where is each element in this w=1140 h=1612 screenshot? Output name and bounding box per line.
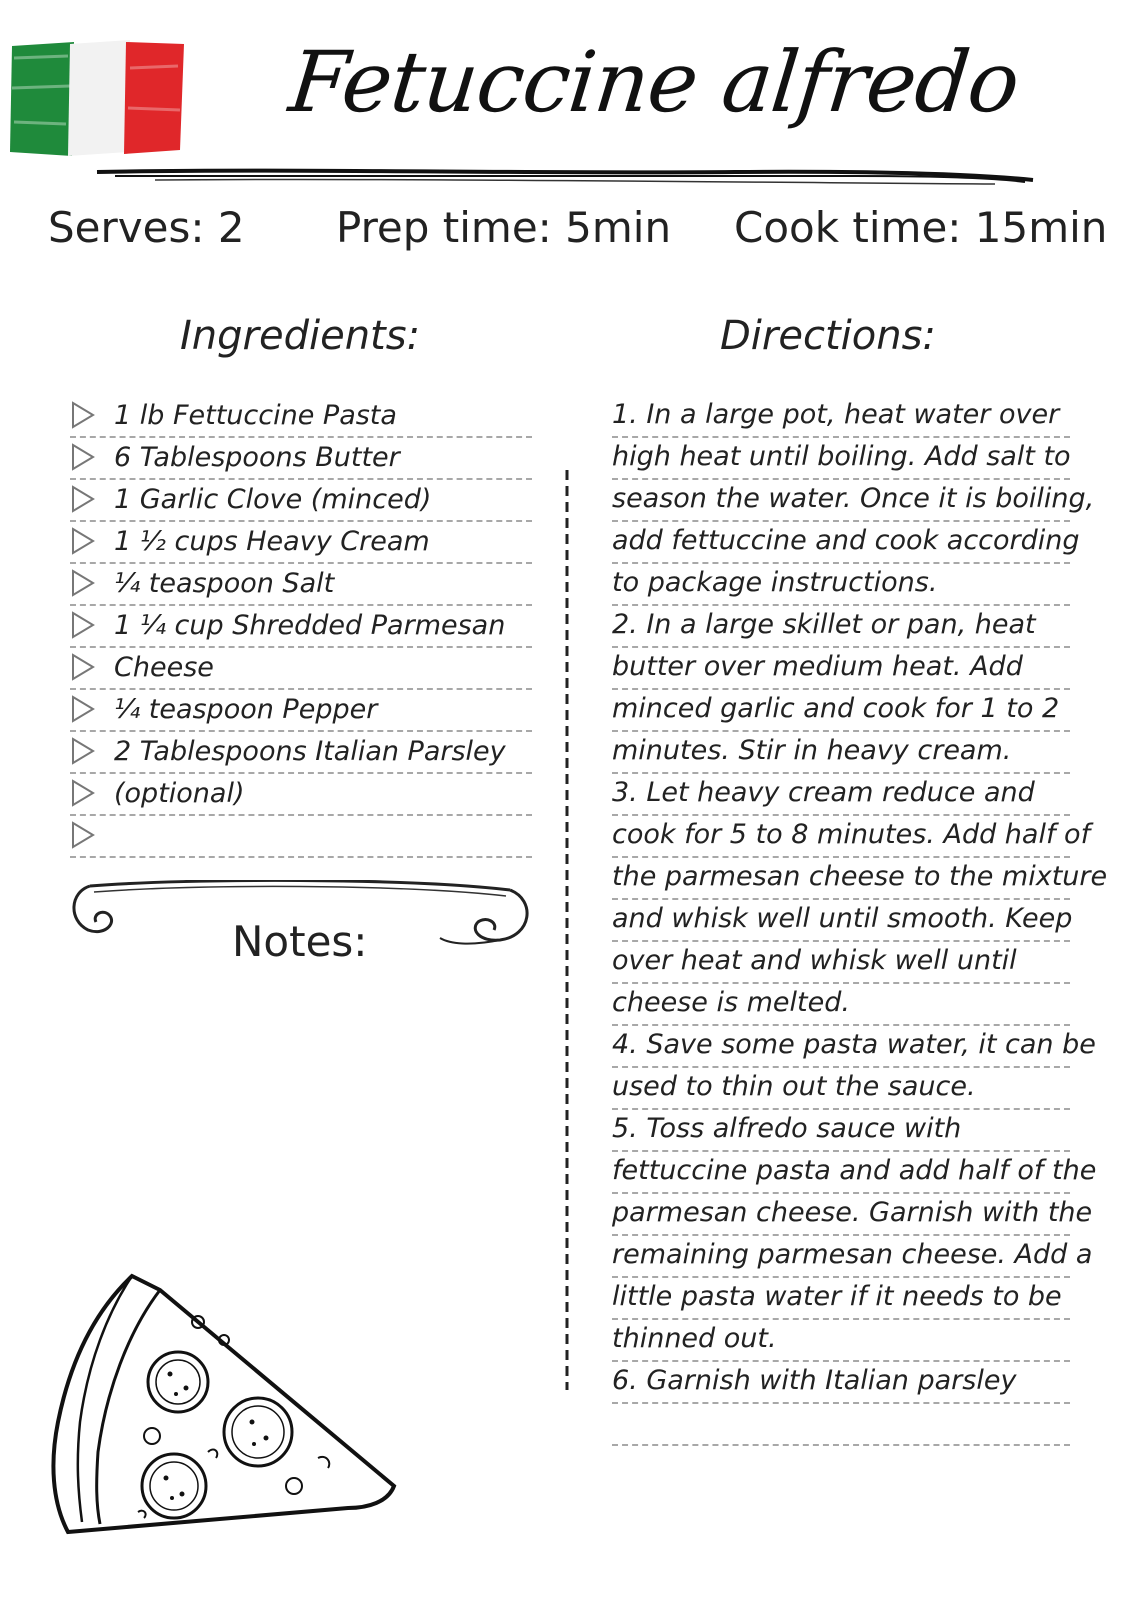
direction-line: fettuccine pasta and add half of the	[612, 1152, 1070, 1194]
direction-line: butter over medium heat. Add	[612, 648, 1070, 690]
ingredient-text: 1 ¼ cup Shredded Parmesan	[114, 610, 506, 641]
ingredient-row	[70, 774, 532, 816]
direction-line: used to thin out the sauce.	[612, 1068, 1070, 1110]
triangle-bullet-icon	[70, 484, 96, 514]
ingredient-row	[70, 816, 532, 858]
triangle-bullet-icon	[70, 736, 96, 766]
directions-heading: Directions:	[720, 313, 936, 359]
triangle-bullet-icon	[70, 694, 96, 724]
direction-line: thinned out.	[612, 1320, 1070, 1362]
triangle-bullet-icon	[70, 610, 96, 640]
title-underline	[95, 166, 1035, 196]
triangle-bullet-icon	[70, 778, 96, 808]
ingredient-text: (optional)	[114, 778, 245, 809]
ingredient-row	[70, 606, 532, 648]
direction-line: 4. Save some pasta water, it can be	[612, 1026, 1070, 1068]
ingredient-text: ¼ teaspoon Salt	[114, 568, 335, 599]
ingredients-heading: Ingredients:	[180, 313, 421, 359]
direction-line: 2. In a large skillet or pan, heat	[612, 606, 1070, 648]
direction-line: remaining parmesan cheese. Add a	[612, 1236, 1070, 1278]
cook-time-text: Cook time: 15min	[734, 203, 1108, 252]
direction-line: cheese is melted.	[612, 984, 1070, 1026]
direction-line: the parmesan cheese to the mixture	[612, 858, 1070, 900]
ingredient-row	[70, 648, 532, 690]
serves-text: Serves: 2	[48, 203, 245, 252]
direction-line: parmesan cheese. Garnish with the	[612, 1194, 1070, 1236]
ingredient-text: 1 ½ cups Heavy Cream	[114, 526, 430, 557]
direction-line: minced garlic and cook for 1 to 2	[612, 690, 1070, 732]
ingredient-text: 6 Tablespoons Butter	[114, 442, 400, 473]
ingredient-text: Cheese	[114, 652, 214, 683]
direction-line: minutes. Stir in heavy cream.	[612, 732, 1070, 774]
triangle-bullet-icon	[70, 400, 96, 430]
direction-line: high heat until boiling. Add salt to	[612, 438, 1070, 480]
direction-line: and whisk well until smooth. Keep	[612, 900, 1070, 942]
pizza-slice-icon	[48, 1272, 408, 1552]
triangle-bullet-icon	[70, 442, 96, 472]
direction-line: 1. In a large pot, heat water over	[612, 396, 1070, 438]
direction-line: to package instructions.	[612, 564, 1070, 606]
direction-line: season the water. Once it is boiling,	[612, 480, 1070, 522]
directions-list	[612, 396, 1108, 1446]
ingredient-row	[70, 564, 532, 606]
triangle-bullet-icon	[70, 526, 96, 556]
direction-line: 5. Toss alfredo sauce with	[612, 1110, 1070, 1152]
direction-line: cook for 5 to 8 minutes. Add half of	[612, 816, 1070, 858]
triangle-bullet-icon	[70, 820, 96, 850]
triangle-bullet-icon	[70, 652, 96, 682]
prep-time-text: Prep time: 5min	[336, 203, 672, 252]
ingredient-row	[70, 522, 532, 564]
column-divider	[562, 470, 572, 1390]
notes-label: Notes:	[232, 917, 368, 966]
direction-line	[612, 1404, 1070, 1446]
direction-line: 3. Let heavy cream reduce and	[612, 774, 1070, 816]
ingredients-list	[70, 396, 532, 858]
ingredient-text: 2 Tablespoons Italian Parsley	[114, 736, 506, 767]
ingredient-row	[70, 480, 532, 522]
ingredient-row	[70, 438, 532, 480]
ingredient-text: 1 lb Fettuccine Pasta	[114, 400, 397, 431]
ingredient-text: ¼ teaspoon Pepper	[114, 694, 378, 725]
ingredient-row	[70, 396, 532, 438]
direction-line: 6. Garnish with Italian parsley	[612, 1362, 1070, 1404]
ingredient-text: 1 Garlic Clove (minced)	[114, 484, 432, 515]
ingredient-row	[70, 732, 532, 774]
ingredient-row	[70, 690, 532, 732]
triangle-bullet-icon	[70, 568, 96, 598]
direction-line: little pasta water if it needs to be	[612, 1278, 1070, 1320]
direction-line: add fettuccine and cook according	[612, 522, 1070, 564]
direction-line: over heat and whisk well until	[612, 942, 1070, 984]
recipe-title: Fetuccine alfredo	[284, 33, 1024, 131]
italian-flag-icon	[8, 38, 186, 160]
